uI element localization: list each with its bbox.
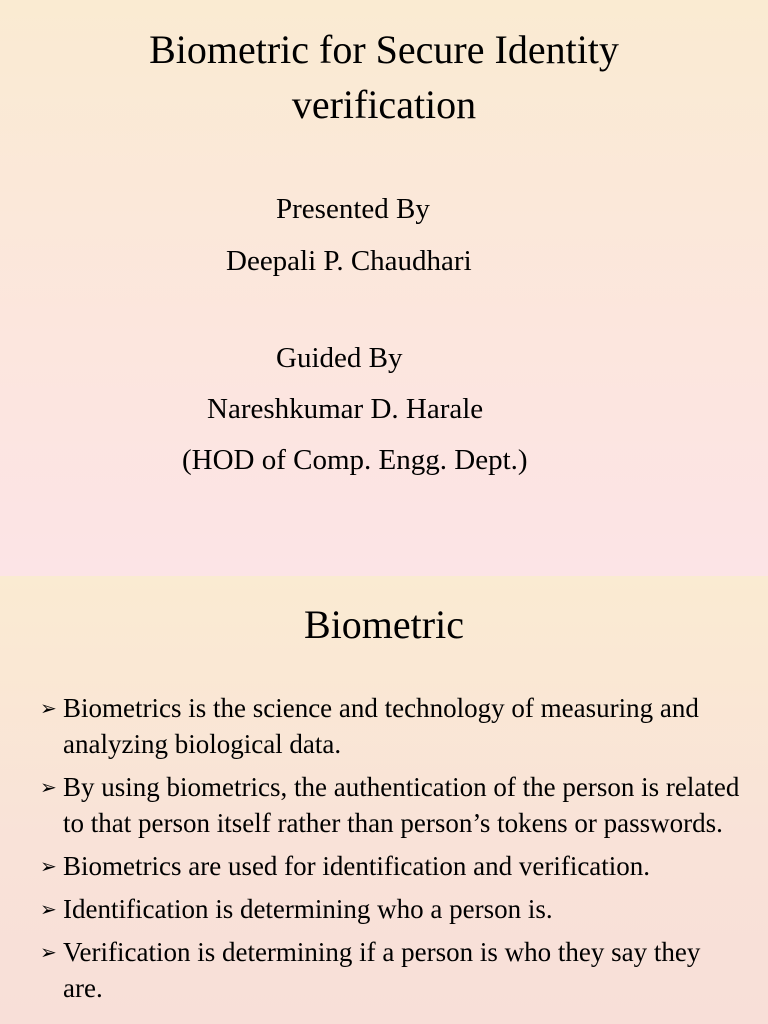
arrow-bullet-icon: ➢ bbox=[40, 775, 57, 799]
bullet-item bbox=[40, 690, 740, 762]
presenter-name: Deepali P. Chaudhari bbox=[226, 245, 472, 277]
bullet-text: By using biometrics, the authentication of the person is related to that person itself rather than person’s tokens or passwords. bbox=[63, 772, 740, 838]
arrow-bullet-icon: ➢ bbox=[40, 940, 57, 964]
guide-role: (HOD of Comp. Engg. Dept.) bbox=[182, 444, 528, 476]
title-line-1: Biometric for Secure Identity bbox=[149, 27, 619, 72]
bullet-item bbox=[40, 891, 740, 927]
bullet-text: Biometrics is the science and technology of measuring and analyzing biological data. bbox=[63, 693, 699, 759]
bullet-item bbox=[40, 848, 740, 884]
arrow-bullet-icon: ➢ bbox=[40, 854, 57, 878]
bullet-text: Verification is determining if a person is who they say they are. bbox=[63, 937, 701, 1003]
slide-title bbox=[40, 22, 728, 132]
guide-name: Nareshkumar D. Harale bbox=[207, 393, 484, 425]
bullet-text: Identification is determining who a person is. bbox=[63, 894, 553, 924]
bullet-text: Biometrics are used for identification and verification. bbox=[63, 851, 651, 881]
bullet-item bbox=[40, 934, 740, 1006]
bullet-list bbox=[40, 690, 740, 1013]
section-title: Biometric bbox=[304, 602, 464, 647]
guided-by-label: Guided By bbox=[276, 342, 403, 374]
title-line-2: verification bbox=[291, 82, 477, 127]
arrow-bullet-icon: ➢ bbox=[40, 897, 57, 921]
arrow-bullet-icon: ➢ bbox=[40, 696, 57, 720]
presented-by-label: Presented By bbox=[276, 193, 430, 225]
bullet-item bbox=[40, 769, 740, 841]
